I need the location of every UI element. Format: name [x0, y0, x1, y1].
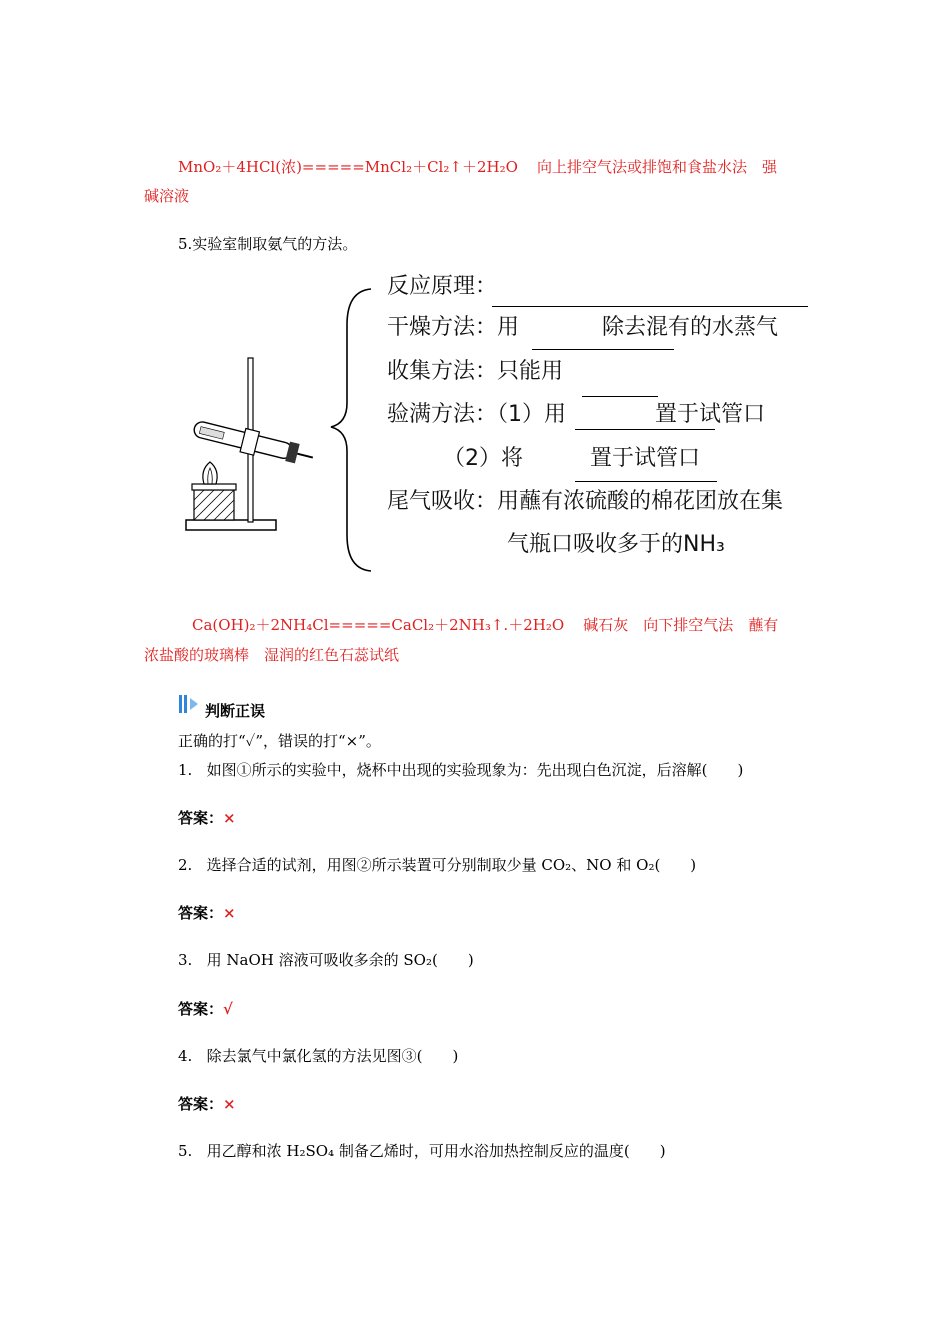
drying-rest: 除去混有的水蒸气: [602, 315, 779, 340]
chlorine-answer-methods: 向上排空气法或排饱和食盐水法 强: [536, 158, 777, 176]
answer-value: ×: [223, 904, 236, 922]
section-instruction: 正确的打“✓”，错误的打“×”。: [178, 732, 381, 750]
answer-label: 答案：: [178, 1000, 224, 1018]
ammonia-equation: Ca(OH)₂＋2NH₄Cl=====CaCl₂＋2NH₃↑.＋2H₂O: [192, 616, 565, 634]
question-5: [178, 1140, 666, 1161]
check2-blank: [575, 481, 717, 482]
answer-value: ×: [223, 1095, 236, 1113]
check2-label: （2）将: [443, 446, 523, 471]
question-text: 如图①所示的实验中，烧杯中出现的实验现象为：先出现白色沉淀，后溶解( ): [206, 761, 744, 779]
q5-title: 5.实验室制取氨气的方法。: [178, 235, 358, 253]
check-blank: [575, 429, 715, 430]
section-title: 判断正误: [205, 702, 266, 720]
principle-label: 反应原理：: [387, 274, 498, 299]
answer-2: [178, 902, 236, 923]
question-text: 用乙醇和浓 H₂SO₄ 制备乙烯时，可用水浴加热控制反应的温度( ): [206, 1142, 666, 1160]
check-blank-top: [582, 396, 658, 397]
tail-line1: 尾气吸收：用蘸有浓硫酸的棉花团放在集: [387, 489, 784, 514]
principle-blank: [492, 306, 808, 307]
answer-label: 答案：: [178, 809, 224, 827]
answer-3: [178, 998, 233, 1019]
drying-label: 干燥方法：用: [387, 315, 520, 340]
ammonia-answer-methods: 碱石灰 向下排空气法 蘸有: [583, 616, 779, 634]
drying-blank: [532, 349, 674, 350]
section-marker-icon: [178, 694, 202, 714]
question-text: 除去氯气中氯化氢的方法见图③( ): [206, 1047, 459, 1065]
ammonia-answer-line2: 浓盐酸的玻璃棒 湿润的红色石蕊试纸: [144, 646, 400, 664]
question-2: [178, 854, 696, 875]
answer-label: 答案：: [178, 904, 224, 922]
check-label: 验满方法：（1）用: [387, 402, 566, 427]
question-number: 5.: [178, 1142, 193, 1160]
chlorine-answer-line2: 碱溶液: [144, 187, 190, 205]
answer-label: 答案：: [178, 1095, 224, 1113]
ammonia-answer-line1: [192, 614, 778, 635]
answer-1: [178, 807, 236, 828]
chlorine-equation: MnO₂＋4HCl(浓)=====MnCl₂＋Cl₂↑＋2H₂O: [178, 158, 518, 176]
question-1: [178, 759, 743, 780]
question-text: 用 NaOH 溶液可吸收多余的 SO₂( ): [206, 951, 474, 969]
left-brace-icon: [325, 285, 375, 575]
question-text: 选择合适的试剂，用图②所示装置可分别制取少量 CO₂、NO 和 O₂( ): [206, 856, 697, 874]
question-number: 2.: [178, 856, 193, 874]
tail-line2: 气瓶口吸收多于的NH₃: [507, 532, 725, 557]
answer-value: ×: [223, 809, 236, 827]
answer-value: √: [223, 1000, 233, 1018]
question-4: [178, 1045, 458, 1066]
collect-label: 收集方法：只能用: [387, 359, 564, 384]
chlorine-answer-line1: [178, 156, 777, 177]
ammonia-apparatus-icon: [180, 350, 320, 540]
question-number: 1.: [178, 761, 193, 779]
check-rest: 置于试管口: [655, 402, 766, 427]
question-number: 3.: [178, 951, 193, 969]
answer-4: [178, 1093, 236, 1114]
check2-rest: 置于试管口: [590, 446, 701, 471]
question-number: 4.: [178, 1047, 193, 1065]
question-3: [178, 949, 474, 970]
